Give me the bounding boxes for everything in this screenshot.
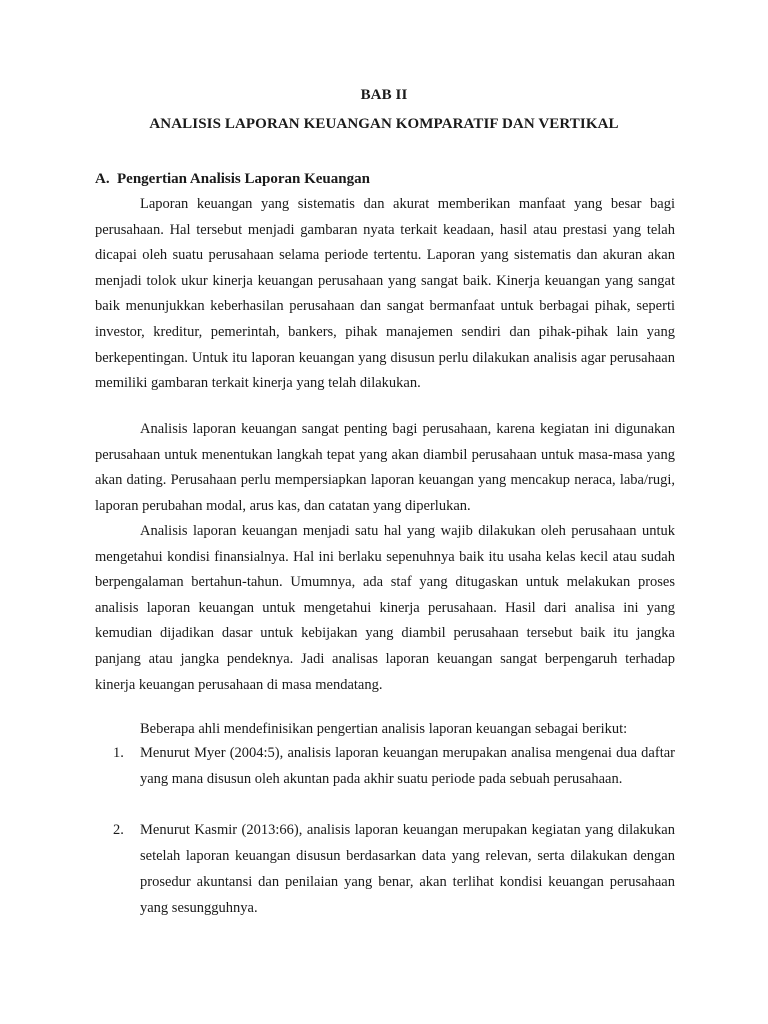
list-item [95,740,675,792]
paragraph-1: Laporan keuangan yang sistematis dan akurat memberikan manfaat yang besar bagi perusahaan. Hal tersebut menjadi gambaran nyata terkait keadaan, hasil atau prestasi yang telah dicapai oleh suatu perusahaan selama periode tertentu. Laporan yang sistematis dan akuran akan menjadi tolok ukur kinerja keuangan perusahaan yang sangat baik. Kinerja keuangan yang sangat baik menunjukkan keberhasilan perusahaan dan sangat bermanfaat untuk berbagai pihak, seperti investor, kreditur, pemerintah, bankers, pihak manajemen sendiri dan pihak-pihak lain yang berkepentingan. Untuk itu laporan keuangan yang disusun perlu dilakukan analisis agar perusahaan memiliki gambaran terkait kinerja yang telah dilakukan. [95,196,675,392]
paragraph-2: Analisis laporan keuangan sangat penting bagi perusahaan, karena kegiatan ini digunakan perusahaan untuk menentukan langkah tepat yang akan diambil perusahaan untuk masa-masa yang akan dating. Perusahaan perlu mempersiapkan laporan keuangan yang mencakup neraca, laba/rugi, laporan perubahan modal, arus kas, dan catatan yang diperlukan. [95,421,675,514]
section-title: Pengertian Analisis Laporan Keuangan [117,171,370,187]
section-letter: A. [95,171,110,187]
definition-list-2 [95,817,675,921]
list-text: Menurut Myer (2004:5), analisis laporan keuangan merupakan analisa mengenai dua daftar yang mana disusun oleh akuntan pada akhir suatu periode pada sebuah perusahaan. [140,745,675,787]
definitions-intro: Beberapa ahli mendefinisikan pengertian analisis laporan keuangan sebagai berikut: [140,721,628,737]
section-heading [95,171,370,188]
list-text: Menurut Kasmir (2013:66), analisis laporan keuangan merupakan kegiatan yang dilakukan setelah laporan keuangan disusun berdasarkan data yang relevan, serta dilakukan dengan prosedur akuntansi dan penilaian yang benar, akan terlihat kondisi keuangan perusahaan yang sesungguhnya. [140,822,675,916]
paragraph-3: Analisis laporan keuangan menjadi satu hal yang wajib dilakukan oleh perusahaan untuk mengetahui kondisi finansialnya. Hal ini berlaku sepenuhnya baik itu usaha kelas kecil atau sudah berpengalaman bertahun-tahun. Umumnya, ada staf yang ditugaskan untuk melakukan proses analisis laporan keuangan untuk mengetahui kinerja perusahaan. Hasil dari analisa ini yang kemudian dijadikan dasar untuk kebijakan yang diambil perusahaan tersebut baik itu jangka panjang atau jangka pendeknya. Jadi analisas laporan keuangan sangat berpengaruh terhadap kinerja keuangan perusahaan di masa mendatang. [95,523,675,693]
chapter-title: ANALISIS LAPORAN KEUANGAN KOMPARATIF DAN VERTIKAL [149,116,619,132]
list-number: 2. [113,822,124,838]
chapter-number: BAB II [360,87,408,103]
list-item [95,817,675,921]
list-number: 1. [113,745,124,761]
definition-list-1 [95,740,675,792]
